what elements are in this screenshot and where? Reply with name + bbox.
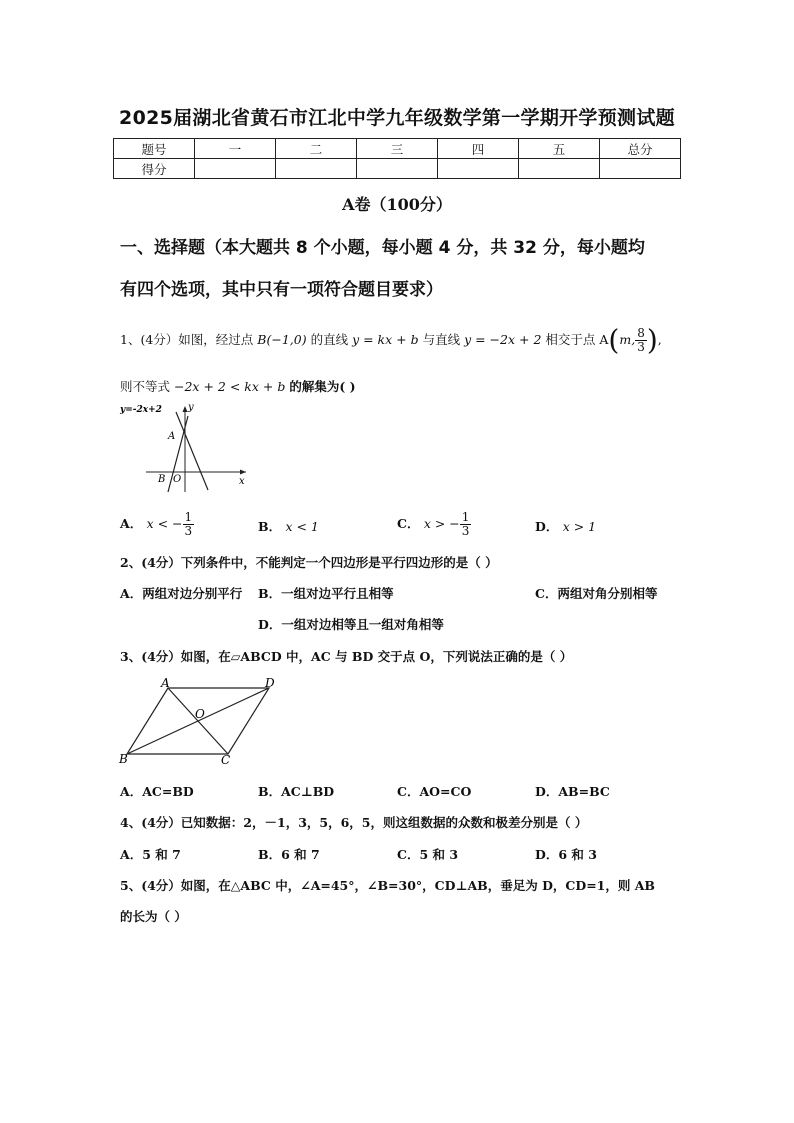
q3-option-c[interactable]: C．AO=CO bbox=[397, 784, 472, 799]
y-axis-label: y bbox=[188, 402, 194, 413]
q1-mid1: 的直线 bbox=[310, 332, 349, 347]
score-table-header-cell: 二 bbox=[276, 139, 357, 159]
q1-inequality: −2x + 2 < kx + b bbox=[174, 379, 286, 394]
fraction-denominator: 3 bbox=[184, 524, 193, 538]
q2-option-d[interactable]: D．一组对边相等且一组对角相等 bbox=[258, 617, 444, 632]
vertex-b-label: B bbox=[119, 752, 128, 766]
score-row-label: 得分 bbox=[114, 159, 195, 179]
page-title: 2025届湖北省黄石市江北中学九年级数学第一学期开学预测试题 bbox=[119, 107, 675, 129]
volume-title: A卷（100分） bbox=[342, 195, 452, 214]
q1-option-c-fraction bbox=[460, 511, 472, 538]
q1-ask-prefix: 则不等式 bbox=[120, 379, 171, 394]
center-o-label: O bbox=[195, 707, 205, 721]
q1-point-b: B(−1,0) bbox=[257, 332, 307, 347]
question-5-stem-line1: 5、(4分）如图，在△ABC 中，∠A=45°，∠B=30°，CD⊥AB，垂足为 D，CD=1，则 AB bbox=[120, 878, 655, 893]
vertex-d-label: D bbox=[265, 676, 275, 690]
q1-ask-suffix: 的解集为( ) bbox=[289, 379, 356, 394]
q2-option-c[interactable]: C．两组对角分别相等 bbox=[535, 586, 658, 601]
question-5-stem-line2: 的长为（ ） bbox=[120, 909, 187, 924]
q1-option-a-fraction bbox=[183, 511, 195, 538]
point-a-label: A bbox=[168, 431, 176, 442]
question-4-stem: 4、(4分）已知数据：2，－1，3，5，6，5，则这组数据的众数和极差分别是（ ） bbox=[120, 815, 588, 830]
y-axis-arrow bbox=[183, 406, 188, 412]
q3-parallelogram-figure bbox=[115, 676, 285, 768]
q1-option-c-expr: x > − bbox=[423, 516, 460, 531]
score-table-score-row bbox=[114, 159, 681, 179]
point-b-label: B bbox=[158, 474, 166, 485]
score-table-header-cell: 四 bbox=[438, 139, 519, 159]
q1-option-d-expr: x > 1 bbox=[562, 519, 597, 534]
q3-option-a[interactable]: A．AC=BD bbox=[120, 784, 194, 799]
section-heading-line1: 一、选择题（本大题共 8 个小题，每小题 4 分，共 32 分，每小题均 bbox=[120, 238, 645, 258]
vertex-c-label: C bbox=[221, 753, 231, 767]
q1-line-2: y = −2x + 2 bbox=[464, 332, 542, 347]
score-cell bbox=[438, 159, 519, 179]
option-letter: D． bbox=[535, 519, 559, 534]
score-table-header-row bbox=[114, 139, 681, 159]
question-1-ask bbox=[120, 377, 356, 395]
question-1-stem: 1、(4分）如图，经过点 B(−1,0) 的直线 y = kx + b 与直线 y = −2x + 2 相交于点 A(m, $\frac{8}{3}$ ), bbox=[120, 323, 662, 357]
option-letter: B． bbox=[258, 519, 282, 534]
x-axis-label: x bbox=[239, 476, 245, 487]
q1-figure bbox=[118, 400, 253, 495]
q1-point-a-m: m, bbox=[619, 332, 636, 347]
q2-option-a[interactable]: A．两组对边分别平行 bbox=[120, 586, 243, 601]
vertex-a-label: A bbox=[161, 676, 170, 690]
q1-option-a[interactable] bbox=[120, 511, 194, 538]
line-label: y=-2x+2 bbox=[120, 405, 162, 415]
q1-option-d[interactable] bbox=[535, 517, 596, 535]
option-letter: A． bbox=[120, 516, 143, 531]
score-cell bbox=[600, 159, 681, 179]
x-axis-arrow bbox=[240, 470, 246, 475]
score-cell bbox=[357, 159, 438, 179]
fraction-numerator: 1 bbox=[184, 510, 193, 524]
section-heading-line2: 有四个选项，其中只有一项符合题目要求） bbox=[120, 280, 443, 300]
score-table-header-cell: 三 bbox=[357, 139, 438, 159]
q1-point-a-fraction bbox=[635, 327, 647, 354]
fraction-denominator: 3 bbox=[637, 340, 645, 354]
q2-option-b[interactable]: B．一组对边平行且相等 bbox=[258, 586, 394, 601]
score-cell bbox=[195, 159, 276, 179]
q3-option-b[interactable]: B．AC⊥BD bbox=[258, 784, 335, 799]
diagonal-bd bbox=[127, 688, 269, 754]
score-table bbox=[113, 138, 681, 179]
q1-option-b[interactable] bbox=[258, 517, 319, 535]
score-cell bbox=[276, 159, 357, 179]
q4-option-b[interactable]: B．6 和 7 bbox=[258, 847, 320, 862]
q1-prefix: 1、(4分）如图，经过点 bbox=[120, 332, 254, 347]
score-table-header-cell: 题号 bbox=[114, 139, 195, 159]
q4-option-a[interactable]: A．5 和 7 bbox=[120, 847, 181, 862]
q1-mid2: 与直线 bbox=[422, 332, 461, 347]
q1-option-c[interactable] bbox=[397, 511, 471, 538]
question-3-stem: 3、(4分）如图，在▱ABCD 中，AC 与 BD 交于点 O，下列说法正确的是（ ） bbox=[120, 649, 573, 664]
score-cell bbox=[519, 159, 600, 179]
fraction-numerator: 1 bbox=[461, 510, 470, 524]
fraction-denominator: 3 bbox=[461, 524, 470, 538]
q1-mid3: 相交于点 A bbox=[545, 332, 609, 347]
origin-label: O bbox=[173, 474, 182, 485]
option-letter: C． bbox=[397, 516, 420, 531]
score-table-header-cell: 总分 bbox=[600, 139, 681, 159]
fraction-numerator: 8 bbox=[637, 326, 645, 340]
q1-option-a-expr: x < − bbox=[146, 516, 183, 531]
question-2-stem: 2、(4分）下列条件中，不能判定一个四边形是平行四边形的是（ ） bbox=[120, 555, 498, 570]
q4-option-c[interactable]: C．5 和 3 bbox=[397, 847, 459, 862]
q1-option-b-expr: x < 1 bbox=[285, 519, 319, 534]
score-table-header-cell: 五 bbox=[519, 139, 600, 159]
q4-option-d[interactable]: D．6 和 3 bbox=[535, 847, 597, 862]
q3-option-d[interactable]: D．AB=BC bbox=[535, 784, 610, 799]
q1-line-1: y = kx + b bbox=[352, 332, 419, 347]
score-table-header-cell: 一 bbox=[195, 139, 276, 159]
